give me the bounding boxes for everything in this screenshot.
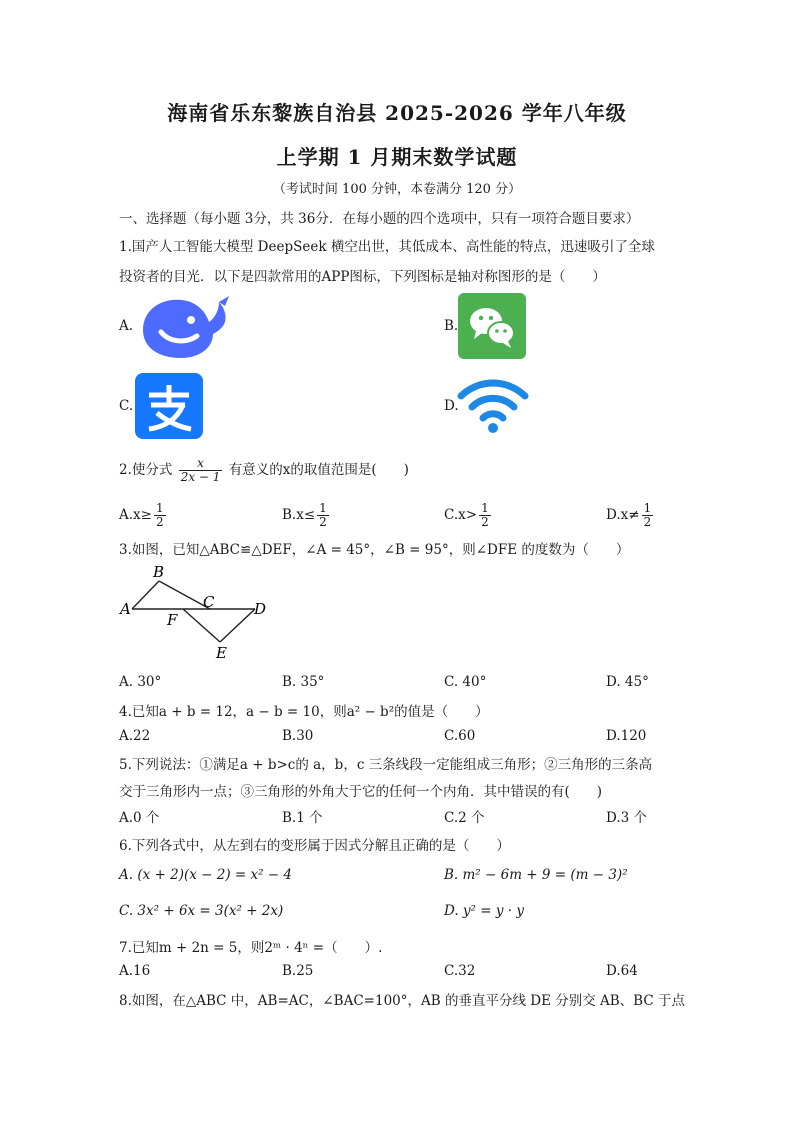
q3-option-a: A. 30° xyxy=(119,674,162,690)
q6-option-d: D. y² = y · y xyxy=(444,903,524,919)
q2-a-num: 1 xyxy=(155,501,164,515)
q2-prefix: 2.使分式 xyxy=(119,462,173,478)
q1-text-line2: 投资者的目光．以下是四款常用的APP图标，下列图标是轴对称图形的是（ ） xyxy=(119,269,606,285)
q6-option-c: C. 3x² + 6x = 3(x² + 2x) xyxy=(119,903,284,919)
q3-text: 3.如图，已知△ABC≌△DEF，∠A = 45°，∠B = 95°，则∠DFE 的度数为（ ） xyxy=(119,542,630,558)
q7-option-c: C.32 xyxy=(444,963,476,979)
q4-option-b: B.30 xyxy=(282,728,314,744)
q2-fraction-denominator: 2x − 1 xyxy=(180,470,221,484)
q2-d-den: 2 xyxy=(643,515,652,529)
q2-option-c-label: C.x> xyxy=(444,507,478,523)
q2-c-den: 2 xyxy=(481,515,489,529)
q3-option-c: C. 40° xyxy=(444,674,487,690)
wifi-icon xyxy=(457,376,529,434)
q2-c-num: 1 xyxy=(481,501,489,515)
q2-d-num: 1 xyxy=(643,501,652,515)
q2-a-den: 2 xyxy=(155,515,164,529)
q2-option-d xyxy=(606,502,655,529)
q1-option-a-label: A. xyxy=(119,318,134,334)
q5-text-line2: 交于三角形内一点；③三角形的外角大于它的任何一个内角．其中错误的有( ) xyxy=(119,784,603,800)
q7-text: 7.已知m + 2n = 5，则2ᵐ · 4ⁿ =（ ）. xyxy=(119,940,383,956)
alipay-icon xyxy=(135,373,203,439)
exam-title-line1: 海南省乐东黎族自治县 2025-2026 学年八年级 xyxy=(167,101,627,125)
q5-option-d: D.3 个 xyxy=(606,810,648,826)
q4-option-d: D.120 xyxy=(606,728,647,744)
q2-option-d-label: D.x≠ xyxy=(606,507,640,523)
q3-option-d: D. 45° xyxy=(606,674,649,690)
q6-option-a: A. (x + 2)(x − 2) = x² − 4 xyxy=(119,867,292,883)
q5-option-c: C.2 个 xyxy=(444,810,485,826)
q2-b-num: 1 xyxy=(319,501,327,515)
q2-option-b xyxy=(282,502,331,529)
q2-option-a xyxy=(119,502,168,529)
q5-text-line1: 5.下列说法：①满足a + b>c的 a，b，c 三条线段一定能组成三角形；②三角形的三条高 xyxy=(119,757,653,773)
q1-option-b-label: B. xyxy=(444,318,459,334)
exam-subtitle: （考试时间 100 分钟，本卷满分 120 分） xyxy=(272,182,522,197)
q2-text xyxy=(119,457,409,484)
q5-option-b: B.1 个 xyxy=(282,810,323,826)
q2-suffix: 有意义的x的取值范围是( ) xyxy=(228,462,409,478)
q6-option-b: B. m² − 6m + 9 = (m − 3)² xyxy=(444,867,628,883)
q1-option-c-label: C. xyxy=(119,398,134,414)
q3-label-d: D xyxy=(254,600,267,618)
q7-option-d: D.64 xyxy=(606,963,638,979)
exam-title-line2: 上学期 1 月期末数学试题 xyxy=(276,145,518,169)
q6-text: 6.下列各式中，从左到右的变形属于因式分解且正确的是（ ） xyxy=(119,838,510,854)
q1-text-line1: 1.国产人工智能大模型 DeepSeek 横空出世，其低成本、高性能的特点，迅速吸引了全球 xyxy=(119,239,655,255)
q3-label-c: C xyxy=(203,593,215,611)
q3-label-e: E xyxy=(216,644,227,662)
q2-option-c xyxy=(444,502,493,529)
q2-fraction xyxy=(179,457,223,484)
q8-text: 8.如图，在△ABC 中，AB=AC，∠BAC=100°，AB 的垂直平分线 DE 分别交 AB、BC 于点 xyxy=(119,993,685,1009)
q2-option-a-label: A.x≥ xyxy=(119,507,152,523)
q4-option-a: A.22 xyxy=(119,728,151,744)
q5-option-a: A.0 个 xyxy=(119,810,160,826)
q7-option-b: B.25 xyxy=(282,963,314,979)
q4-text: 4.已知a + b = 12，a − b = 10，则a² − b²的值是（ ） xyxy=(119,704,489,720)
q7-option-a: A.16 xyxy=(119,963,151,979)
q2-fraction-numerator: x xyxy=(179,457,223,471)
section-heading: 一、选择题（每小题 3分，共 36分．在每小题的四个选项中，只有一项符合题目要求） xyxy=(119,211,640,227)
q3-label-f: F xyxy=(167,611,178,629)
q3-option-b: B. 35° xyxy=(282,674,325,690)
whale-logo-icon xyxy=(135,292,231,360)
q3-label-a: A xyxy=(120,600,131,618)
q3-label-b: B xyxy=(153,563,165,581)
q1-option-d-label: D. xyxy=(444,398,459,414)
wechat-icon xyxy=(458,293,526,359)
q4-option-c: C.60 xyxy=(444,728,476,744)
q2-b-den: 2 xyxy=(319,515,327,529)
q3-triangle-figure xyxy=(115,562,275,662)
q2-option-b-label: B.x≤ xyxy=(282,507,316,523)
